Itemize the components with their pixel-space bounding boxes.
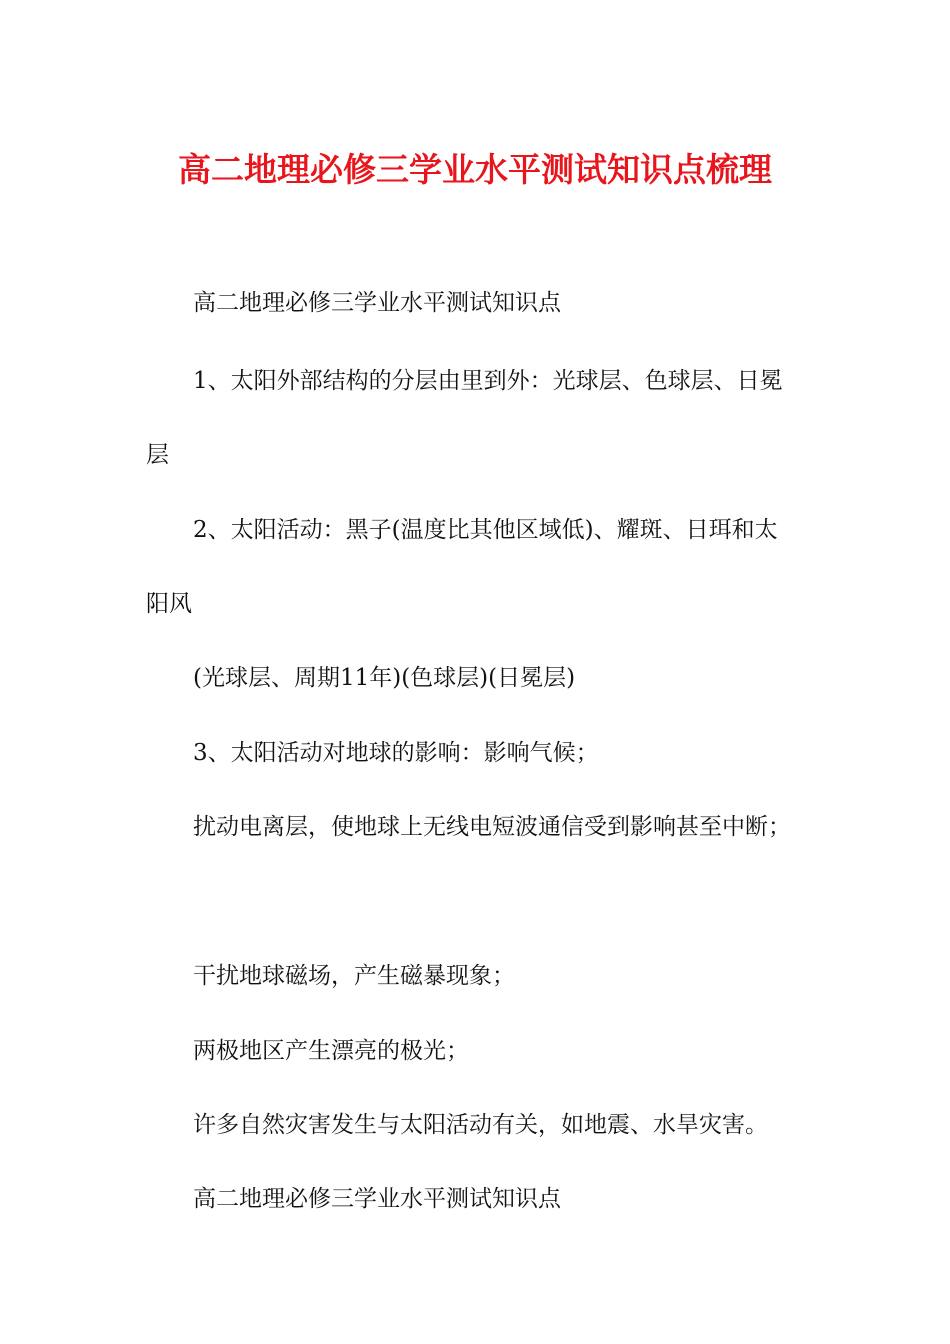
- document-title: 高二地理必修三学业水平测试知识点梳理: [178, 150, 772, 189]
- paragraph-3-item-disasters: 许多自然灾害发生与太阳活动有关，如地震、水旱灾害。: [193, 1112, 768, 1138]
- paragraph-1-continued: 层: [146, 442, 169, 468]
- paragraph-3-item-aurora: 两极地区产生漂亮的极光；: [193, 1038, 469, 1064]
- paragraph-2-continued: 阳风: [146, 591, 192, 617]
- paragraph-subtitle: 高二地理必修三学业水平测试知识点: [193, 290, 561, 316]
- paragraph-2: 2、太阳活动：黑子(温度比其他区域低)、耀斑、日珥和太: [193, 517, 778, 543]
- paragraph-2-note: (光球层、周期11年)(色球层)(日冕层): [193, 665, 576, 691]
- paragraph-subtitle-repeat: 高二地理必修三学业水平测试知识点: [193, 1186, 561, 1212]
- paragraph-1: 1、太阳外部结构的分层由里到外：光球层、色球层、日冕: [193, 368, 783, 394]
- paragraph-3-item-magnetic: 干扰地球磁场，产生磁暴现象；: [193, 963, 515, 989]
- paragraph-3: 3、太阳活动对地球的影响：影响气候；: [193, 740, 599, 766]
- paragraph-3-item-ionosphere: 扰动电离层，使地球上无线电短波通信受到影响甚至中断；: [193, 814, 791, 840]
